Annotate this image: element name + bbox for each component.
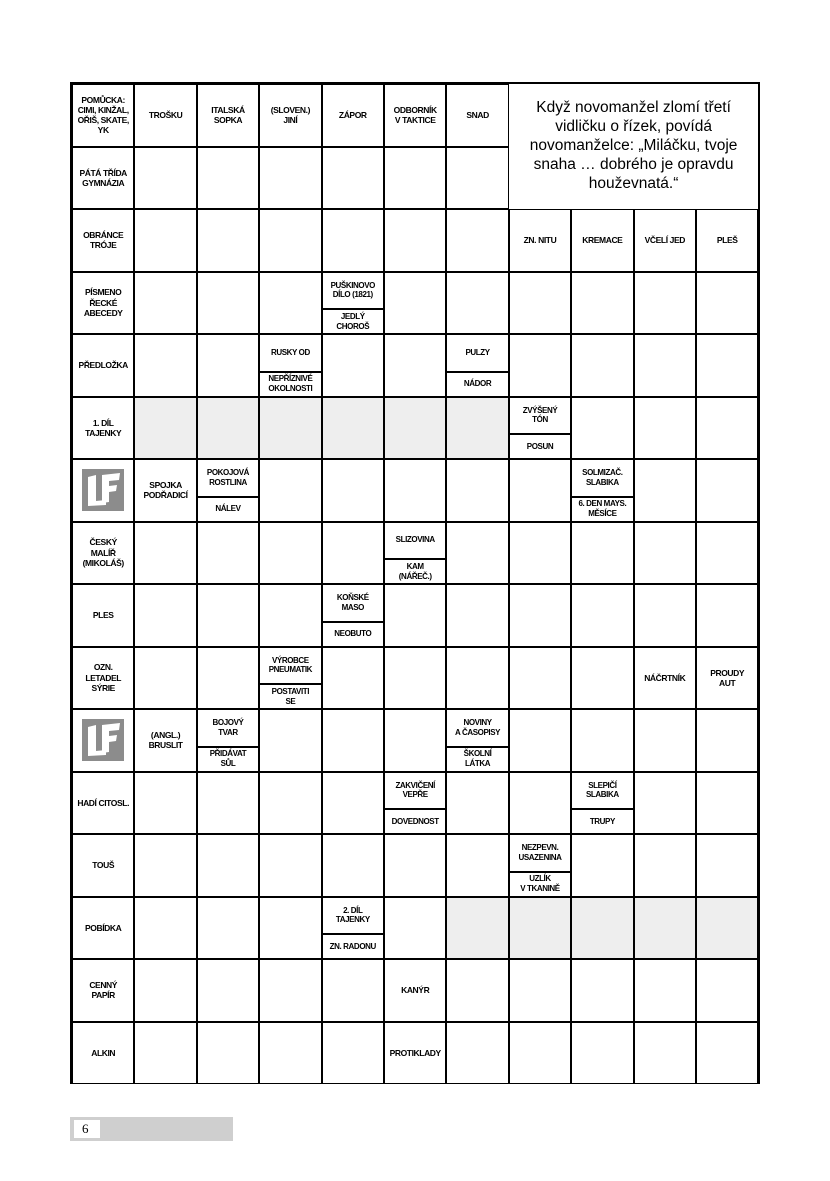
- answer-cell[interactable]: [197, 1022, 259, 1085]
- clue-cell: SOLMIZAČ. SLABIKA: [571, 459, 633, 497]
- answer-cell[interactable]: [134, 209, 196, 272]
- answer-cell[interactable]: [384, 147, 446, 210]
- answer-cell[interactable]: [509, 897, 571, 960]
- answer-cell[interactable]: [634, 1022, 696, 1085]
- logo-icon: [72, 459, 134, 522]
- answer-cell[interactable]: [446, 397, 508, 460]
- clue-cell: (ANGL.) BRUSLIT: [134, 709, 196, 772]
- answer-cell[interactable]: [322, 209, 384, 272]
- answer-cell[interactable]: [259, 584, 321, 647]
- answer-cell[interactable]: [134, 647, 196, 710]
- clue-cell: DOVEDNOST: [384, 809, 446, 834]
- clue-cell: ZN. NITU: [509, 209, 571, 272]
- clue-cell: PLES: [72, 584, 134, 647]
- answer-cell[interactable]: [259, 1022, 321, 1085]
- answer-cell[interactable]: [322, 959, 384, 1022]
- clue-cell: OBRÁNCE TRÓJE: [72, 209, 134, 272]
- answer-cell[interactable]: [134, 397, 196, 460]
- clue-cell: NEPŘÍZNIVÉ OKOLNOSTI: [259, 372, 321, 397]
- crossword-grid: [70, 82, 760, 1084]
- clue-cell: ZÁPOR: [322, 84, 384, 147]
- answer-cell[interactable]: [384, 584, 446, 647]
- answer-cell[interactable]: [696, 584, 758, 647]
- answer-cell[interactable]: [571, 522, 633, 585]
- answer-cell[interactable]: [446, 147, 508, 210]
- answer-cell[interactable]: [384, 397, 446, 460]
- clue-cell: 1. DÍL TAJENKY: [72, 397, 134, 460]
- answer-cell[interactable]: [446, 834, 508, 897]
- answer-cell[interactable]: [634, 397, 696, 460]
- answer-cell[interactable]: [446, 1022, 508, 1085]
- clue-cell: KREMACE: [571, 209, 633, 272]
- answer-cell[interactable]: [634, 584, 696, 647]
- answer-cell[interactable]: [446, 209, 508, 272]
- answer-cell[interactable]: [634, 272, 696, 335]
- answer-cell[interactable]: [696, 834, 758, 897]
- answer-cell[interactable]: [322, 147, 384, 210]
- answer-cell[interactable]: [696, 959, 758, 1022]
- answer-cell[interactable]: [197, 334, 259, 397]
- answer-cell[interactable]: [384, 334, 446, 397]
- answer-cell[interactable]: [571, 584, 633, 647]
- answer-cell[interactable]: [134, 584, 196, 647]
- answer-cell[interactable]: [134, 959, 196, 1022]
- clue-cell: NÁLEV: [197, 497, 259, 522]
- answer-cell[interactable]: [509, 459, 571, 522]
- answer-cell[interactable]: [571, 1022, 633, 1085]
- answer-cell[interactable]: [322, 709, 384, 772]
- answer-cell[interactable]: [384, 709, 446, 772]
- answer-cell[interactable]: [509, 272, 571, 335]
- clue-cell: RUSKY OD: [259, 334, 321, 372]
- clue-cell: UZLÍK V TKANINĚ: [509, 872, 571, 897]
- clue-cell: ALKIN: [72, 1022, 134, 1085]
- answer-cell[interactable]: [571, 834, 633, 897]
- answer-cell[interactable]: [259, 897, 321, 960]
- clue-cell: PŘEDLOŽKA: [72, 334, 134, 397]
- clue-cell: NOVINY A ČASOPISY: [446, 709, 508, 747]
- clue-cell: KAM (NÁŘEČ.): [384, 559, 446, 584]
- answer-cell[interactable]: [197, 272, 259, 335]
- clue-cell: ZN. RADONU: [322, 934, 384, 959]
- clue-cell: VÝROBCE PNEUMATIK: [259, 647, 321, 685]
- answer-cell[interactable]: [197, 647, 259, 710]
- clue-cell: NEZPEVN. USAZENINA: [509, 834, 571, 872]
- answer-cell[interactable]: [384, 209, 446, 272]
- clue-cell: PŘIDÁVAT SŮL: [197, 747, 259, 772]
- answer-cell[interactable]: [134, 1022, 196, 1085]
- clue-cell: PÁTÁ TŘÍDA GYMNÁZIA: [72, 147, 134, 210]
- answer-cell[interactable]: [259, 772, 321, 835]
- joke-text: Když novomanžel zlomí třetí vidličku o řízek, povídá novomanželce: „Miláčku, tvoje snaha … dobrého je opravdu houževnatá.“: [509, 84, 759, 209]
- page-number: 6: [74, 1120, 100, 1138]
- answer-cell[interactable]: [259, 147, 321, 210]
- clue-cell: ODBORNÍK V TAKTICE: [384, 84, 446, 147]
- answer-cell[interactable]: [509, 334, 571, 397]
- answer-cell[interactable]: [197, 147, 259, 210]
- answer-cell[interactable]: [446, 522, 508, 585]
- clue-cell: PROUDY AUT: [696, 647, 758, 710]
- answer-cell[interactable]: [634, 334, 696, 397]
- clue-cell: OZN. LETADEL SÝRIE: [72, 647, 134, 710]
- answer-cell[interactable]: [259, 397, 321, 460]
- clue-cell: PÍSMENO ŘECKÉ ABECEDY: [72, 272, 134, 335]
- clue-cell: 2. DÍL TAJENKY: [322, 897, 384, 935]
- answer-cell[interactable]: [259, 272, 321, 335]
- clue-cell: POSTAVITI SE: [259, 684, 321, 709]
- answer-cell[interactable]: [322, 397, 384, 460]
- clue-cell: ZAKVIČENÍ VEPŘE: [384, 772, 446, 810]
- answer-cell[interactable]: [696, 709, 758, 772]
- answer-cell[interactable]: [384, 459, 446, 522]
- clue-cell: SPOJKA PODŘADICÍ: [134, 459, 196, 522]
- clue-cell: POMŮCKA: CIMI, KINŽAL, OŘIŠ, SKATE, YK: [72, 84, 134, 147]
- clue-cell: TOUŠ: [72, 834, 134, 897]
- clue-cell: VČELÍ JED: [634, 209, 696, 272]
- clue-cell: SNAD: [446, 84, 508, 147]
- answer-cell[interactable]: [322, 522, 384, 585]
- answer-cell[interactable]: [509, 647, 571, 710]
- answer-cell[interactable]: [571, 709, 633, 772]
- answer-cell[interactable]: [696, 1022, 758, 1085]
- answer-cell[interactable]: [134, 834, 196, 897]
- answer-cell[interactable]: [197, 397, 259, 460]
- answer-cell[interactable]: [134, 272, 196, 335]
- answer-cell[interactable]: [322, 1022, 384, 1085]
- page-number-bar: [70, 1117, 233, 1141]
- answer-cell[interactable]: [259, 459, 321, 522]
- answer-cell[interactable]: [322, 834, 384, 897]
- answer-cell[interactable]: [509, 959, 571, 1022]
- answer-cell[interactable]: [634, 897, 696, 960]
- answer-cell[interactable]: [571, 897, 633, 960]
- answer-cell[interactable]: [446, 459, 508, 522]
- answer-cell[interactable]: [634, 772, 696, 835]
- answer-cell[interactable]: [134, 897, 196, 960]
- answer-cell[interactable]: [571, 647, 633, 710]
- clue-cell: CENNÝ PAPÍR: [72, 959, 134, 1022]
- answer-cell[interactable]: [696, 272, 758, 335]
- answer-cell[interactable]: [134, 772, 196, 835]
- answer-cell[interactable]: [696, 897, 758, 960]
- clue-cell: KANÝR: [384, 959, 446, 1022]
- clue-cell: ITALSKÁ SOPKA: [197, 84, 259, 147]
- answer-cell[interactable]: [509, 709, 571, 772]
- clue-cell: 6. DEN MAYS. MĚSÍCE: [571, 497, 633, 522]
- clue-cell: NÁDOR: [446, 372, 508, 397]
- answer-cell[interactable]: [197, 959, 259, 1022]
- answer-cell[interactable]: [446, 647, 508, 710]
- answer-cell[interactable]: [446, 584, 508, 647]
- answer-cell[interactable]: [571, 334, 633, 397]
- answer-cell[interactable]: [384, 834, 446, 897]
- clue-cell: PLEŠ: [696, 209, 758, 272]
- clue-cell: TRUPY: [571, 809, 633, 834]
- answer-cell[interactable]: [259, 209, 321, 272]
- answer-cell[interactable]: [197, 584, 259, 647]
- clue-cell: POKOJOVÁ ROSTLINA: [197, 459, 259, 497]
- answer-cell[interactable]: [134, 334, 196, 397]
- answer-cell[interactable]: [134, 147, 196, 210]
- answer-cell[interactable]: [322, 772, 384, 835]
- clue-cell: BOJOVÝ TVAR: [197, 709, 259, 747]
- answer-cell[interactable]: [446, 959, 508, 1022]
- answer-cell[interactable]: [384, 272, 446, 335]
- clue-cell: NEOBUTO: [322, 622, 384, 647]
- answer-cell[interactable]: [322, 647, 384, 710]
- clue-cell: PULZY: [446, 334, 508, 372]
- logo-icon: [72, 709, 134, 772]
- answer-cell[interactable]: [634, 522, 696, 585]
- answer-cell[interactable]: [509, 772, 571, 835]
- answer-cell[interactable]: [696, 459, 758, 522]
- clue-cell: HADÍ CITOSL.: [72, 772, 134, 835]
- clue-cell: NÁČRTNÍK: [634, 647, 696, 710]
- answer-cell[interactable]: [197, 209, 259, 272]
- answer-cell[interactable]: [197, 772, 259, 835]
- answer-cell[interactable]: [259, 834, 321, 897]
- answer-cell[interactable]: [509, 522, 571, 585]
- answer-cell[interactable]: [446, 272, 508, 335]
- clue-cell: (SLOVEN.) JINÍ: [259, 84, 321, 147]
- clue-cell: JEDLÝ CHOROŠ: [322, 309, 384, 334]
- clue-cell: PUŠKINOVO DÍLO (1821): [322, 272, 384, 310]
- answer-cell[interactable]: [134, 522, 196, 585]
- clue-cell: ZVÝŠENÝ TÓN: [509, 397, 571, 435]
- answer-cell[interactable]: [446, 897, 508, 960]
- clue-cell: SLIZOVINA: [384, 522, 446, 560]
- answer-cell[interactable]: [634, 709, 696, 772]
- answer-cell[interactable]: [197, 522, 259, 585]
- clue-cell: KOŇSKÉ MASO: [322, 584, 384, 622]
- answer-cell[interactable]: [509, 1022, 571, 1085]
- clue-cell: TROŠKU: [134, 84, 196, 147]
- clue-cell: POSUN: [509, 434, 571, 459]
- answer-cell[interactable]: [197, 834, 259, 897]
- answer-cell[interactable]: [197, 897, 259, 960]
- answer-cell[interactable]: [571, 272, 633, 335]
- clue-cell: POBÍDKA: [72, 897, 134, 960]
- answer-cell[interactable]: [259, 522, 321, 585]
- answer-cell[interactable]: [571, 397, 633, 460]
- answer-cell[interactable]: [384, 647, 446, 710]
- answer-cell[interactable]: [571, 959, 633, 1022]
- answer-cell[interactable]: [446, 772, 508, 835]
- clue-cell: PROTIKLADY: [384, 1022, 446, 1085]
- answer-cell[interactable]: [634, 834, 696, 897]
- answer-cell[interactable]: [634, 459, 696, 522]
- clue-cell: SLEPIČÍ SLABIKA: [571, 772, 633, 810]
- answer-cell[interactable]: [696, 772, 758, 835]
- answer-cell[interactable]: [696, 334, 758, 397]
- answer-cell[interactable]: [634, 959, 696, 1022]
- answer-cell[interactable]: [322, 334, 384, 397]
- answer-cell[interactable]: [509, 584, 571, 647]
- answer-cell[interactable]: [259, 959, 321, 1022]
- answer-cell[interactable]: [696, 522, 758, 585]
- clue-cell: ŠKOLNÍ LÁTKA: [446, 747, 508, 772]
- answer-cell[interactable]: [696, 397, 758, 460]
- clue-cell: ČESKÝ MALÍŘ (MIKOLÁŠ): [72, 522, 134, 585]
- answer-cell[interactable]: [259, 709, 321, 772]
- answer-cell[interactable]: [384, 897, 446, 960]
- answer-cell[interactable]: [322, 459, 384, 522]
